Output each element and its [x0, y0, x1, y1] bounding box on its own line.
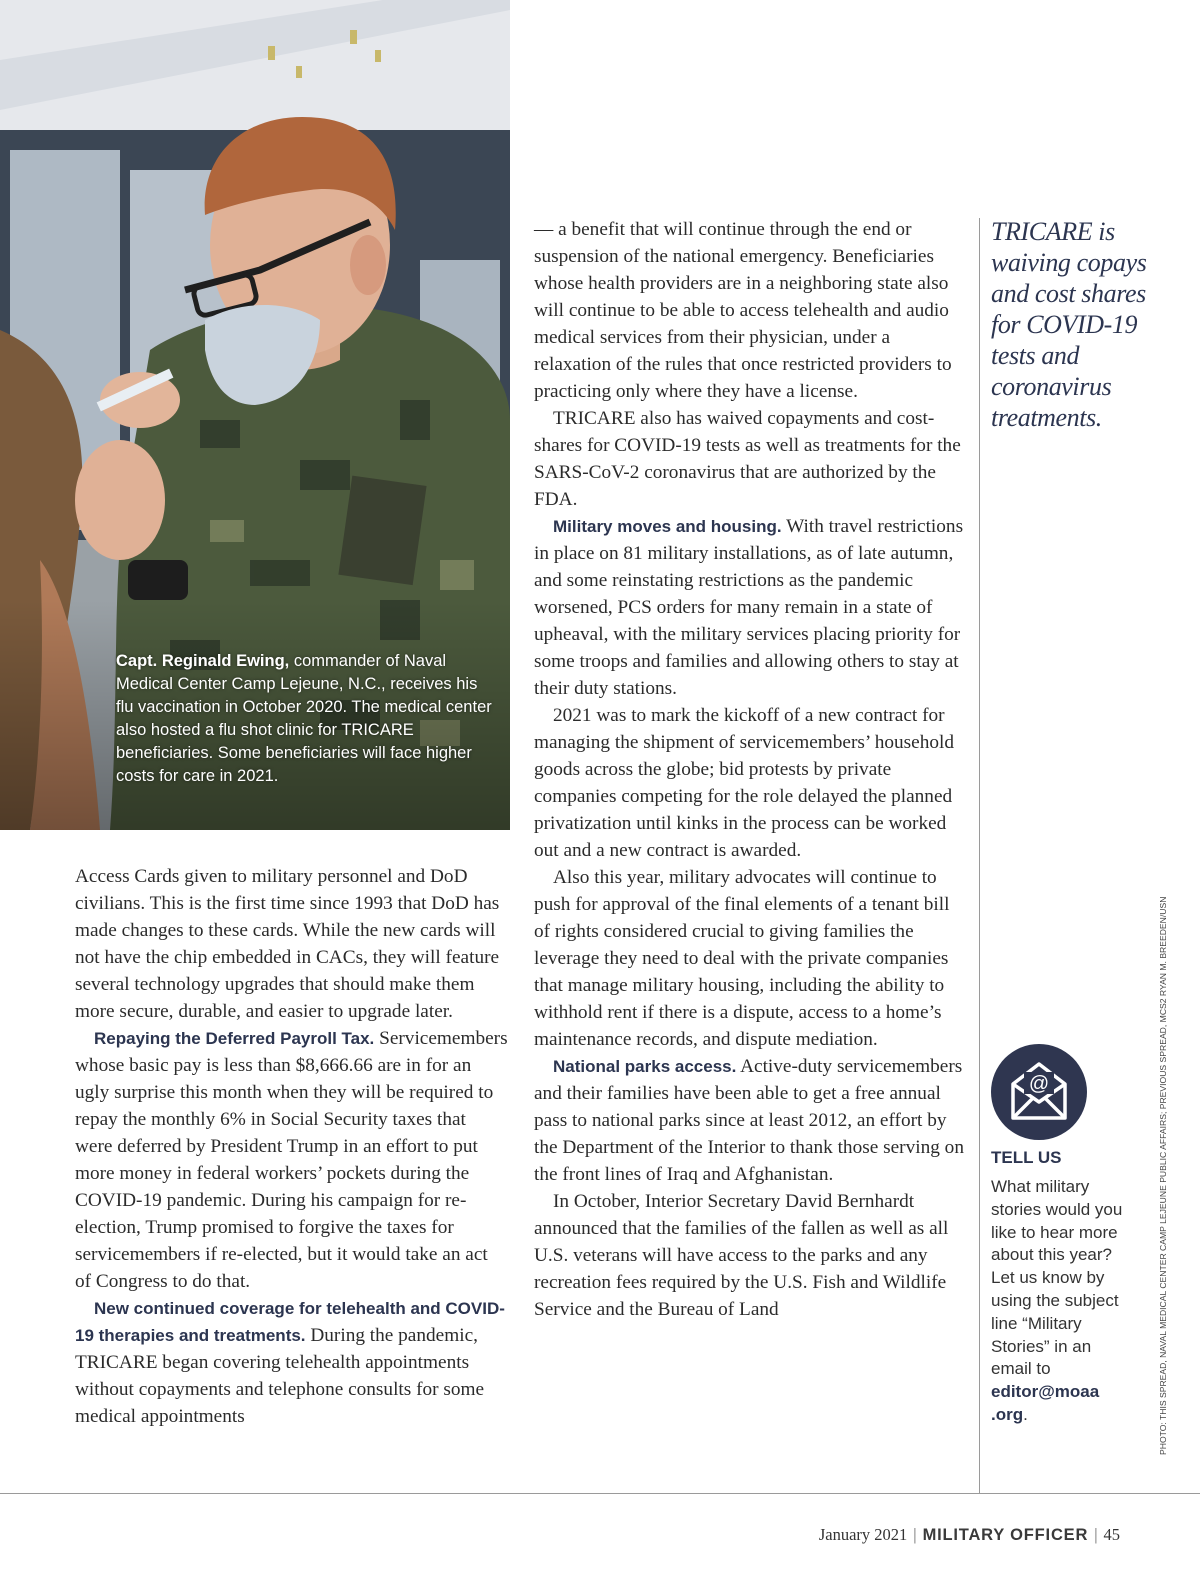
mail-at-icon — [991, 1044, 1087, 1140]
page-footer: January 2021 | MILITARY OFFICER | 45 — [818, 1525, 1120, 1544]
paragraph: In October, Interior Secretary David Bernhardt announced that the families of the fallen as well as all U.S. veterans will have access to the parks and any recreation fees required by the U.S. Fish and Wildlife Service and the Bureau of Land — [534, 1191, 949, 1320]
paragraph-text: With travel restrictions in place on 81 military installations, as of late autumn, and some reinstating restrictions as the pandemic worsened, PCS orders for many remain in a state of upheaval, with the military services placing priority for some troops and families and allowing others to stay at their duty stations. — [534, 516, 964, 699]
footer-rule — [0, 1493, 1200, 1494]
email-link[interactable]: editor@moaa .org — [991, 1382, 1100, 1424]
paragraph-text: Servicemembers whose basic pay is less than $8,666.66 are in for an ugly surprise this month when they will be required to repay the monthly 6% in Social Security taxes that were deferred by President Trump in an effort to put more money in federal workers’ pockets during the COVID-19 pandemic. During his campaign for re-election, Trump promised to forgive the taxes for servicemembers if re-elected, but it would take an act of Congress to do that. — [75, 1028, 508, 1292]
caption-lead: Capt. Reginald Ewing, — [116, 652, 290, 670]
paragraph: TRICARE also has waived copayments and cost-shares for COVID-19 tests as well as treatments for the SARS-CoV-2 coronavirus that are authorized by the FDA. — [534, 408, 961, 510]
paragraph — [534, 513, 970, 702]
tell-us-body: What military stories would you like to hear more about this year? Let us know by using the subject line “Military Stories” in an email to — [991, 1177, 1123, 1379]
paragraph — [75, 1295, 508, 1430]
photo-credit: PHOTO: THIS SPREAD, NAVAL MEDICAL CENTER CAMP LEJEUNE PUBLIC AFFAIRS; PREVIOUS SPREAD, MCS2 RYAN M. BREEDEN/USN — [1158, 896, 1168, 1455]
photo-caption — [116, 650, 496, 788]
middle-column — [534, 216, 970, 1323]
tell-us-text — [991, 1176, 1131, 1427]
paragraph — [75, 1025, 508, 1295]
tell-us-end: . — [1023, 1404, 1028, 1424]
subhead: Repaying the Deferred Payroll Tax. — [94, 1029, 375, 1048]
caption-text: commander of Naval Medical Center Camp Lejeune, N.C., receives his flu vaccination in October 2020. The medical center also hosted a flu shot clinic for TRICARE beneficiaries. Some beneficiaries will face higher costs for care in 2021. — [116, 652, 492, 785]
paragraph: Also this year, military advocates will continue to push for approval of the final elements of a tenant bill of rights considered crucial to giving families the leverage they need to deal with the private companies that manage military housing, including the ability to withhold rent if there is a dispute, access to a home’s maintenance records, and dispute mediation. — [534, 867, 950, 1050]
pull-quote: TRICARE is waiving copays and cost shares for COVID-19 tests and coronavirus treatments. — [991, 217, 1147, 432]
paragraph — [534, 1053, 970, 1188]
left-column — [75, 863, 508, 1430]
column-divider — [979, 218, 980, 1493]
issue-date: January 2021 — [818, 1525, 908, 1544]
tell-us-title: TELL US — [991, 1148, 1062, 1167]
paragraph-text: Active-duty servicemembers and their families have been able to get a free annual pass to national parks since at least 2012, an effort by the Department of the Interior to thank those serving on the front lines of Iraq and Afghanistan. — [534, 1056, 964, 1185]
article-photo — [0, 0, 510, 830]
paragraph: 2021 was to mark the kickoff of a new contract for managing the shipment of servicemembers’ household goods across the globe; bid protests by private companies competing for the role delayed the planned privatization until kinks in the process can be worked out and a new contract is awarded. — [534, 705, 954, 861]
paragraph: Access Cards given to military personnel and DoD civilians. This is the first time since 1993 that DoD has made changes to these cards. While the new cards will not have the chip embedded in CACs, they will feature several technology upgrades that should make them more secure, durable, and easier to upgrade later. — [75, 866, 500, 1022]
subhead: National parks access. — [553, 1057, 737, 1076]
subhead: Military moves and housing. — [553, 517, 782, 536]
svg-text:@: @ — [1028, 1073, 1050, 1095]
subhead: New continued coverage for telehealth and COVID-19 therapies and treatments. — [75, 1299, 505, 1345]
publication-name: MILITARY OFFICER — [922, 1526, 1089, 1544]
paragraph: — a benefit that will continue through the end or suspension of the national emergency. Beneficiaries whose health providers are in a neighboring state also will continue to be able to access telehealth and audio medical services from their physician, under a relaxation of the rules that once restricted providers to practicing only where they have a license. — [534, 219, 952, 402]
page-number: 45 — [1103, 1525, 1120, 1544]
paragraph-text: During the pandemic, TRICARE began covering telehealth appointments without copayments and telephone consults for some medical appointments — [75, 1325, 485, 1427]
